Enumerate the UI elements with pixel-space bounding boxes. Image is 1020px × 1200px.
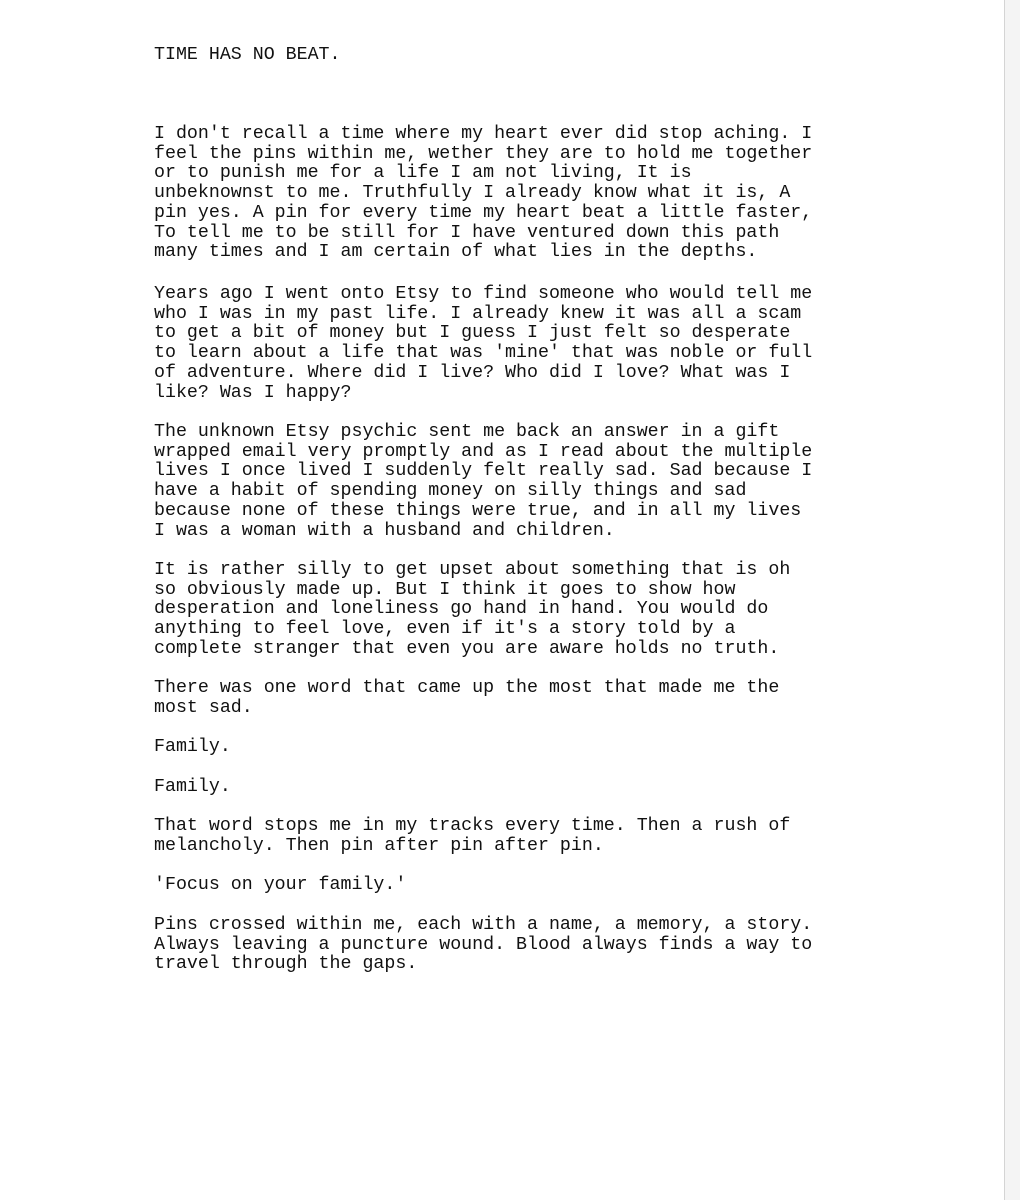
paragraph-silly-to-get-upset: It is rather silly to get upset about something that is oh so obviously made up. But I think it goes to show how desperation and loneliness go hand in hand. You would do anything to feel love, even if it's a story told by a complete stranger that even you are aware holds no truth. xyxy=(154,560,791,659)
paragraph-family-2: Family. xyxy=(154,777,231,797)
paragraph-heart-aching: I don't recall a time where my heart ever did stop aching. I feel the pins within me, wether they are to hold me together or to punish me for a life I am not living, It is unbeknownst to me. Truthfully I already know what it is, A pin yes. A pin for every time my heart beat a little faster, To tell me to be still for I have ventured down this path many times and I am certain of what lies in the depths. xyxy=(154,124,813,263)
paragraph-pins-crossed: Pins crossed within me, each with a name, a memory, a story. Always leaving a puncture wound. Blood always finds a way to travel through the gaps. xyxy=(154,915,813,975)
document-title: TIME HAS NO BEAT. xyxy=(154,45,341,65)
paragraph-etsy-past-life: Years ago I went onto Etsy to find someone who would tell me who I was in my past life. I already knew it was all a scam to get a bit of money but I guess I just felt so desperate to learn about a life that was 'mine' that was noble or full of adventure. Where did I live? Who did I love? What was I like? Was I happy? xyxy=(154,284,813,403)
paragraph-one-word: There was one word that came up the most that made me the most sad. xyxy=(154,678,780,718)
paragraph-word-stops-me: That word stops me in my tracks every time. Then a rush of melancholy. Then pin after pin after pin. xyxy=(154,816,791,856)
paragraph-focus-on-family: 'Focus on your family.' xyxy=(154,875,407,895)
paragraph-etsy-psychic-answer: The unknown Etsy psychic sent me back an answer in a gift wrapped email very promptly and as I read about the multiple lives I once lived I suddenly felt really sad. Sad because I have a habit of spending money on silly things and sad because none of these things were true, and in all my lives I was a woman with a husband and children. xyxy=(154,422,813,541)
page-edge-scrollbar[interactable] xyxy=(1004,0,1020,1200)
paragraph-family-1: Family. xyxy=(154,737,231,757)
